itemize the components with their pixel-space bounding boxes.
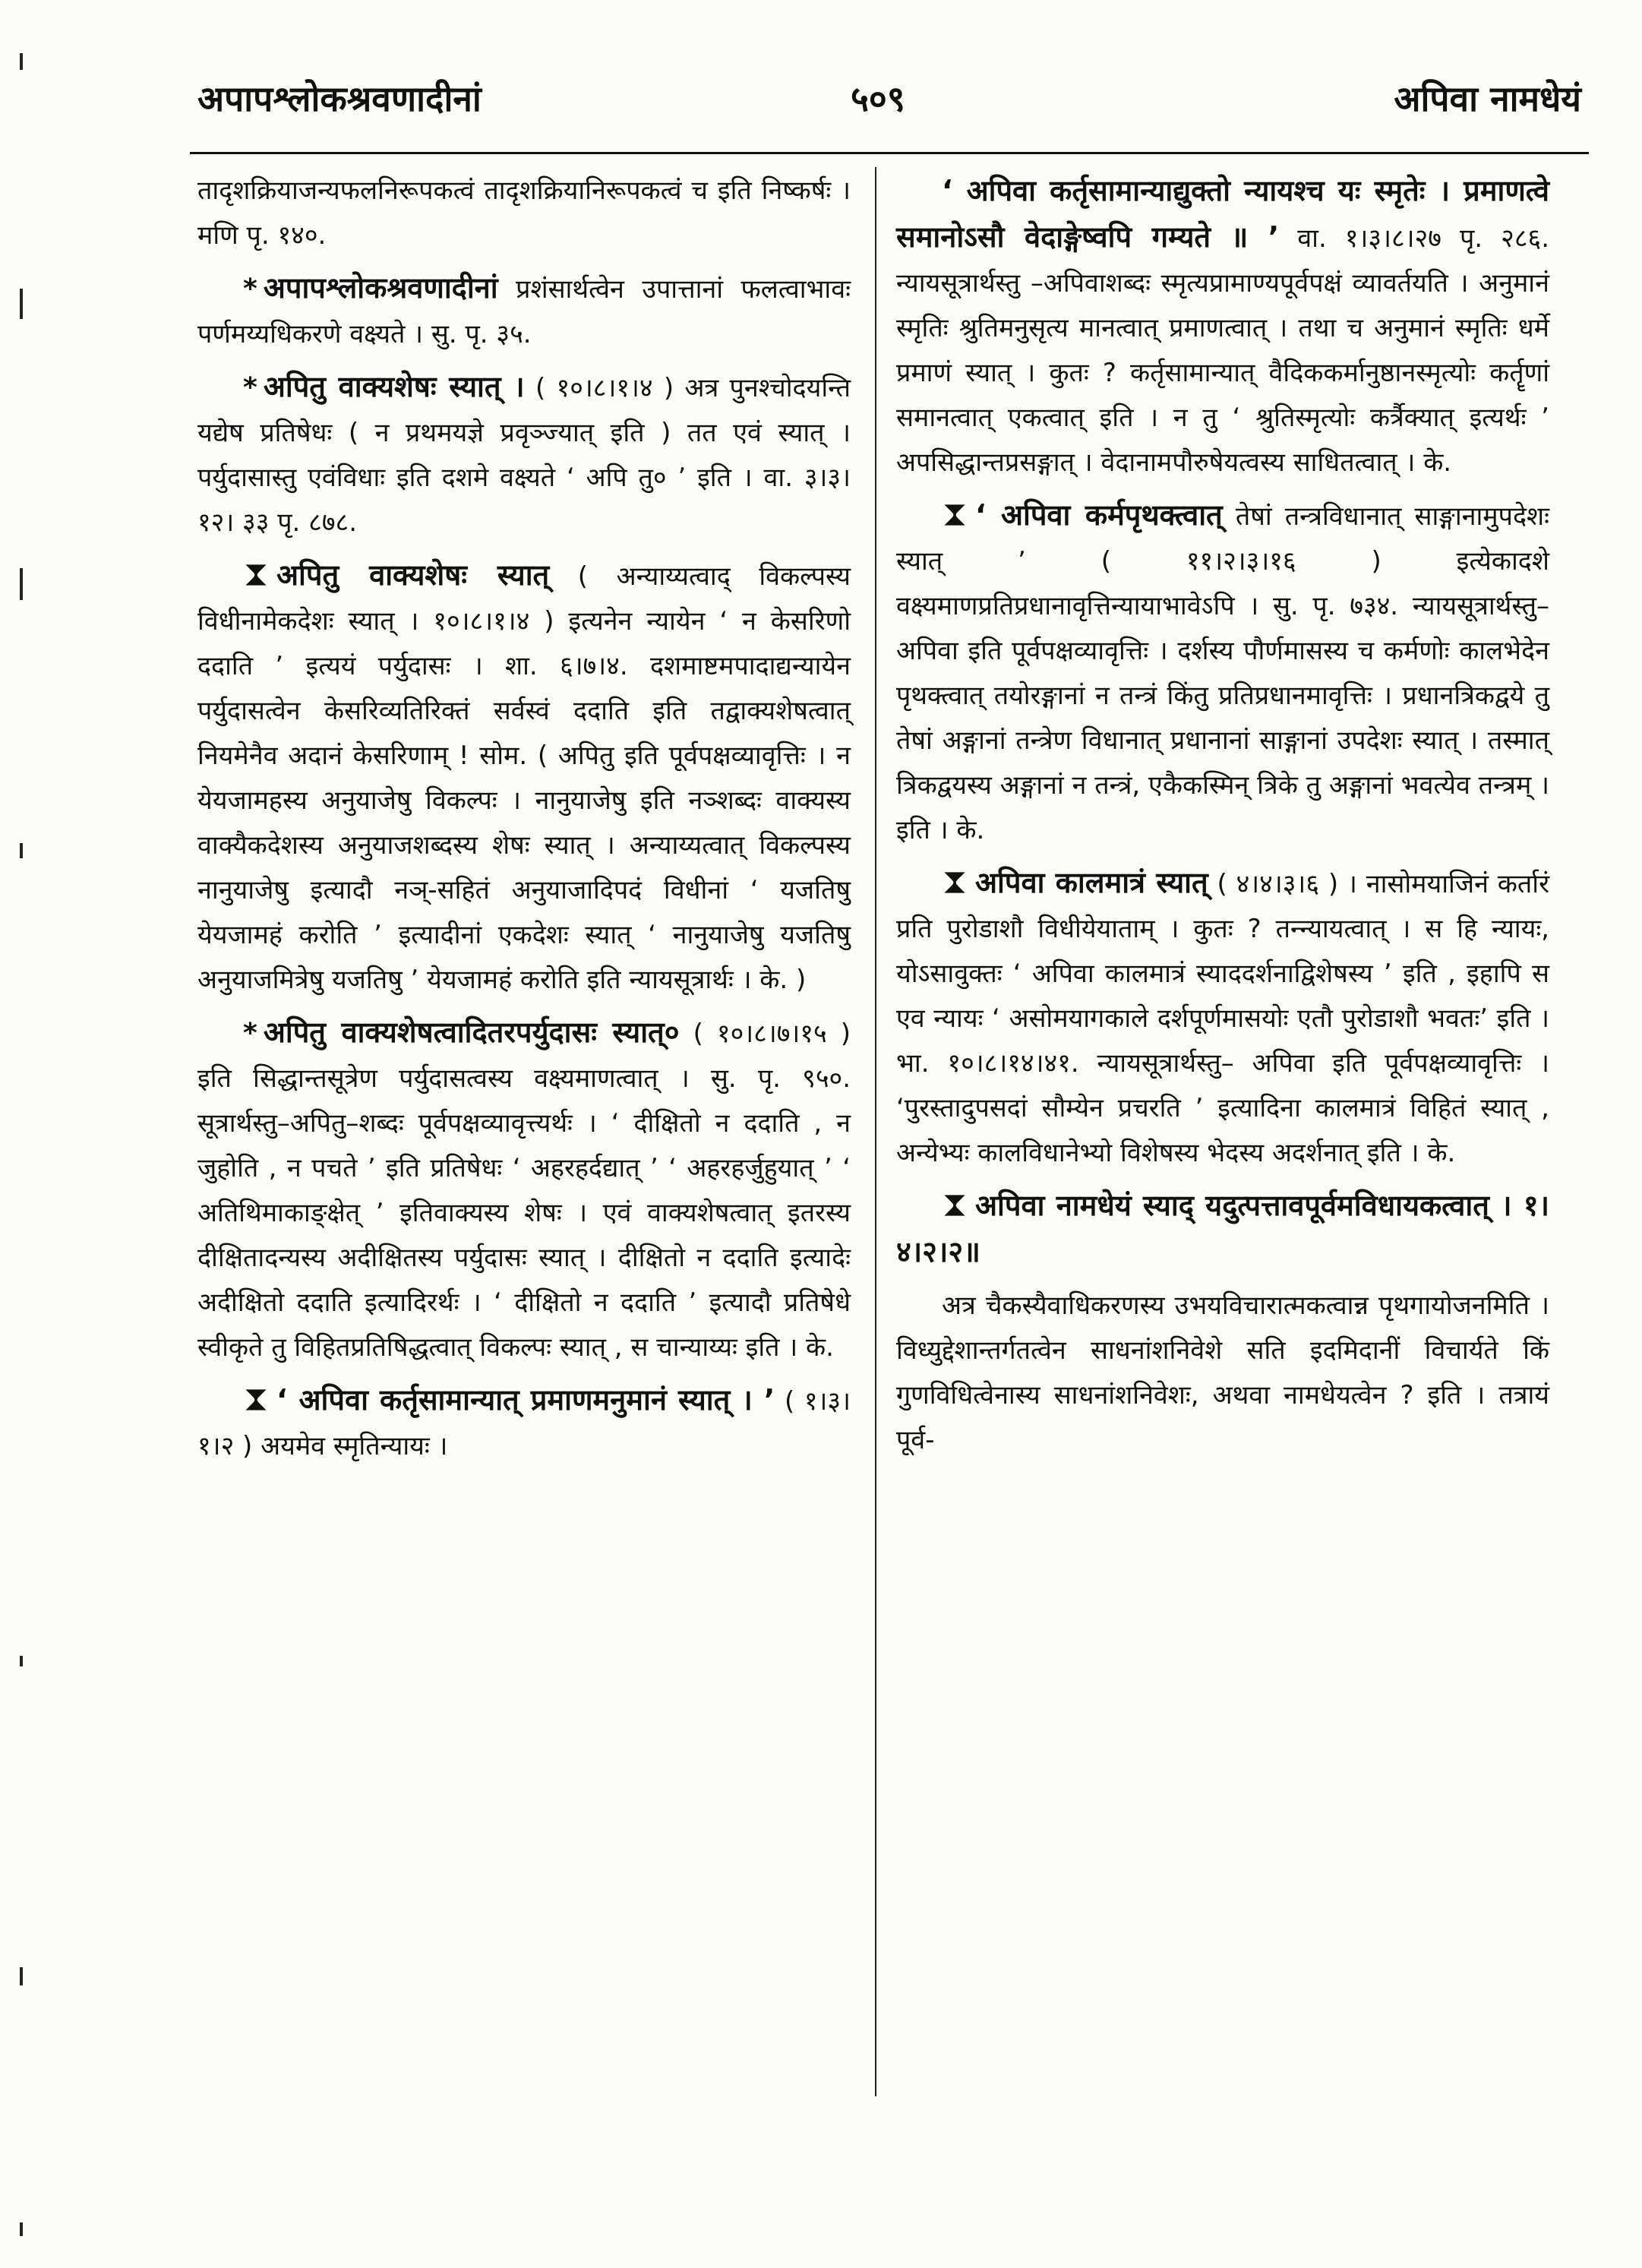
entry-text: अत्र चैकस्यैवाधिकरणस्य उभयविचारात्मकत्वान्न पृथगायोजनमिति । विध्युद्देशान्तर्गतत्वेन साधनांशनिवेशे सति इदमिदानीं विचार्यते किं गुणविधित्वेनास्य साधनांशनिवेशः, अथवा नामधेयत्वेन ? इति । तत्रायं पूर्व- [896,1290,1549,1455]
entry-heading: अपिवा नामधेयं स्याद् यदुत्पत्तावपूर्वमविधायकत्वात् । १।४।२।२॥ [896,1189,1549,1268]
scan-edge-mark [20,568,23,600]
entry-paragraph [197,169,851,258]
entry-paragraph [197,1378,851,1469]
entry-paragraph [197,365,851,545]
header-right-catchword: अपिवा नामधेयं [1394,78,1581,119]
scan-edge-mark [20,843,23,858]
entry-heading: अपितु वाक्यशेषः स्यात् । [263,370,525,403]
entry-text: ( ४।४।३।६ ) । नासोमयाजिनं कर्तारं प्रति पुरोडाशौ विधीयेयाताम् । कुतः ? तन्न्यायत्वात् । स हि न्यायः, योऽसावुक्तः ‘ अपिवा कालमात्रं स्याददर्शनाद्विशेषस्य ’ इति , इहापि स एव न्यायः ‘ असोमयागकाले दर्शपूर्णमासयोः एतौ पुरोडाशौ भवतः’ इति । भा. १०।८।१४।४१. न्यायसूत्रार्थस्तु– अपिवा इति पूर्वपक्षव्यावृत्तिः । ‘पुरस्तादुपसदां सौम्येन प्रचरति ’ इत्यादिना कालमात्रं विहितं स्यात् , अन्येभ्यः कालविधानेभ्यो विशेषस्य भेदस्य अदर्शनात् इति । के. [896,869,1549,1168]
entry-text: ( अन्याय्यत्वाद् विकल्पस्य विधीनामेकदेशः स्यात् । १०।८।१।४ ) इत्यनेन न्यायेन ‘ न केसरिणो ददाति ’ इत्ययं पर्युदासः । शा. ६।७।४. दशमाष्टमपादाद्यन्यायेन पर्युदासत्वेन केसरिव्यतिरिक्तं सर्वस्वं ददाति इति तद्वाक्यशेषत्वात् नियमेनैव अदानं केसरिणाम् ! सोम. ( अपितु इति पूर्वपक्षव्यावृत्तिः । न येयजामहस्य अनुयाजेषु विकल्पः । नानुयाजेषु इति नञ्शब्दः वाक्यस्य वाक्यैकदेशस्य अनुयाजशब्दस्य शेषः स्यात् । अन्याय्यत्वात् विकल्पस्य नानुयाजेषु इत्यादौ नञ्-सहितं अनुयाजादिपदं विधीनां ‘ यजतिषु येयजामहं करोति ’ इत्यादीनां एकदेशः स्यात् ‘ नानुयाजेषु यजतिषु अनुयाजमित्रेषु यजतिषु ’ येयजामहं करोति इति न्यायसूत्रार्थः । के. ) [197,561,851,995]
right-column [896,169,1549,1470]
column-divider [875,167,876,2096]
entry-text: प्रशंसार्थत्वेन उपात्तानां फलत्वाभावः पर्णमय्यधिकरणे वक्ष्यते । सु. पृ. ३५. [197,274,851,349]
entry-paragraph [896,493,1549,853]
running-header [197,74,1581,143]
ornament-icon [942,870,968,896]
entry-heading: अपितु वाक्यशेषः स्यात् [276,558,550,592]
entry-text: तेषां तन्त्रविधानात् साङ्गानामुपदेशः स्यात् ’ ( ११।२।३।१६ ) इत्येकादशे वक्ष्यमाणप्रतिप्रधानावृत्तिन्यायाभावेऽपि । सु. पृ. ७३४. न्यायसूत्रार्थस्तु– अपिवा इति पूर्वपक्षव्यावृत्तिः । दर्शस्य पौर्णमासस्य च कर्मणोः कालभेदेन पृथक्त्वात् तयोरङ्गानां न तन्त्रं किंतु प्रतिप्रधानमावृत्तिः । प्रधानत्रिकद्वये तु तेषां अङ्गानां तन्त्रेण विधानात् प्रधानानां साङ्गानां उपदेशः स्यात् । तस्मात् त्रिकद्वयस्य अङ्गानां न तन्त्रं, एकैकस्मिन् त्रिके तु अङ्गानां भवत्येव तन्त्रम् । इति । के. [896,501,1549,845]
asterisk-icon: * [243,273,257,305]
entry-paragraph [896,861,1549,1176]
left-column [197,169,851,1477]
entry-paragraph [197,553,851,1003]
entry-text: ( १०।८।७।१५ ) इति सिद्धान्तसूत्रेण पर्युदासत्वस्य वक्ष्यमाणत्वात् । सु. पृ. ९५०. सूत्रार्थस्तु–अपितु–शब्दः पूर्वपक्षव्यावृत्त्यर्थः । ‘ दीक्षितो न ददाति , न जुहोति , न पचते ’ इति प्रतिषेधः ‘ अहरहर्दद्यात् ’ ‘ अहरहर्जुहुयात् ’ ‘ अतिथिमाकाङ्क्षेत् ’ इतिवाक्यस्य शेषः । एवं वाक्यशेषत्वात् इतरस्य दीक्षितादन्यस्य अदीक्षितस्य पर्युदासः स्यात् । दीक्षितो न ददाति इत्यादेः अदीक्षितो ददाति इत्यादिरर्थः । ‘ दीक्षितो न ददाति ’ इत्यादौ प्रतिषेधे स्वीकृते तु विहितप्रतिषिद्धत्वात् विकल्पः स्यात् , स चान्याय्यः इति । के. [197,1019,851,1363]
asterisk-icon: * [243,372,257,403]
ornament-icon [942,502,968,528]
entry-paragraph [197,266,851,357]
ornament-icon [243,1387,269,1413]
entry-heading: अपापश्लोकश्रवणादीनां [263,271,498,305]
entry-text: तादृशक्रियाजन्यफलनिरूपकत्वं तादृशक्रियानिरूपकत्वं च इति निष्कर्षः । मणि पृ. १४०. [197,175,851,251]
entry-heading: ‘ अपिवा कर्तृसामान्याद्युक्तो न्यायश्च यः स्मृतेः । प्रमाणत्वे समानोऽसौ वेदाङ्गेष्वपि गम्यते ॥ ’ [896,174,1549,254]
header-left-catchword: अपापश्लोकश्रवणादीनां [197,78,482,119]
page-number: ५०९ [851,78,905,119]
entry-heading: अपिवा कालमात्रं स्यात् [975,866,1208,899]
entry-paragraph [896,1183,1549,1276]
entry-paragraph [896,1284,1549,1463]
scan-edge-mark [20,1656,23,1666]
entry-heading: अपितु वाक्यशेषत्वादितरपर्युदासः स्यात्० [263,1016,680,1049]
scan-edge-mark [20,2222,23,2236]
entry-text: वा. १।३।८।२७ पृ. २८६. न्यायसूत्रार्थस्तु –अपिवाशब्दः स्मृत्यप्रामाण्यपूर्वपक्षं व्यावर्तयति । अनुमानं स्मृतिः श्रुतिमनुसृत्य मानत्वात् प्रमाणत्वात् । तथा च अनुमानं स्मृतिः धर्मे प्रमाणं स्यात् । कुतः ? कर्तृसामान्यात् वैदिककर्मानुष्ठानस्मृत्योः कर्तॄणां समानत्वात् एकत्वात् इति । न तु ‘ श्रुतिस्मृत्योः कर्त्रैक्यात् इत्यर्थः ’ अपसिद्धान्तप्रसङ्गात् । वेदानामपौरुषेयत्वस्य साधितत्वात् । के. [896,223,1550,478]
entry-heading: ‘ अपिवा कर्तृसामान्यात् प्रमाणमनुमानं स्यात् । ’ [276,1383,775,1417]
ornament-icon [942,1192,968,1218]
scan-edge-mark [20,53,23,70]
asterisk-icon: * [243,1018,257,1049]
scan-edge-mark [20,289,23,319]
entry-heading: ‘ अपिवा कर्मपृथक्त्वात् [975,498,1223,532]
header-rule [190,152,1589,154]
entry-paragraph [896,169,1549,485]
ornament-icon [243,562,269,588]
entry-paragraph [197,1010,851,1370]
scan-edge-mark [20,1967,23,1985]
entry-text: ( १।३।१।२ ) अयमेव स्मृतिन्यायः । [197,1386,851,1461]
entry-text: ( १०।८।१।४ ) अत्र पुनश्चोदयन्ति यद्येष प्रतिषेधः ( न प्रथमयज्ञे प्रवृञ्ज्यात् इति ) तत एवं स्यात् । पर्युदासास्तु एवंविधाः इति दशमे वक्ष्यते ‘ अपि तु० ’ इति । वा. ३।३। १२। ३३ पृ. ८७८. [197,373,851,538]
